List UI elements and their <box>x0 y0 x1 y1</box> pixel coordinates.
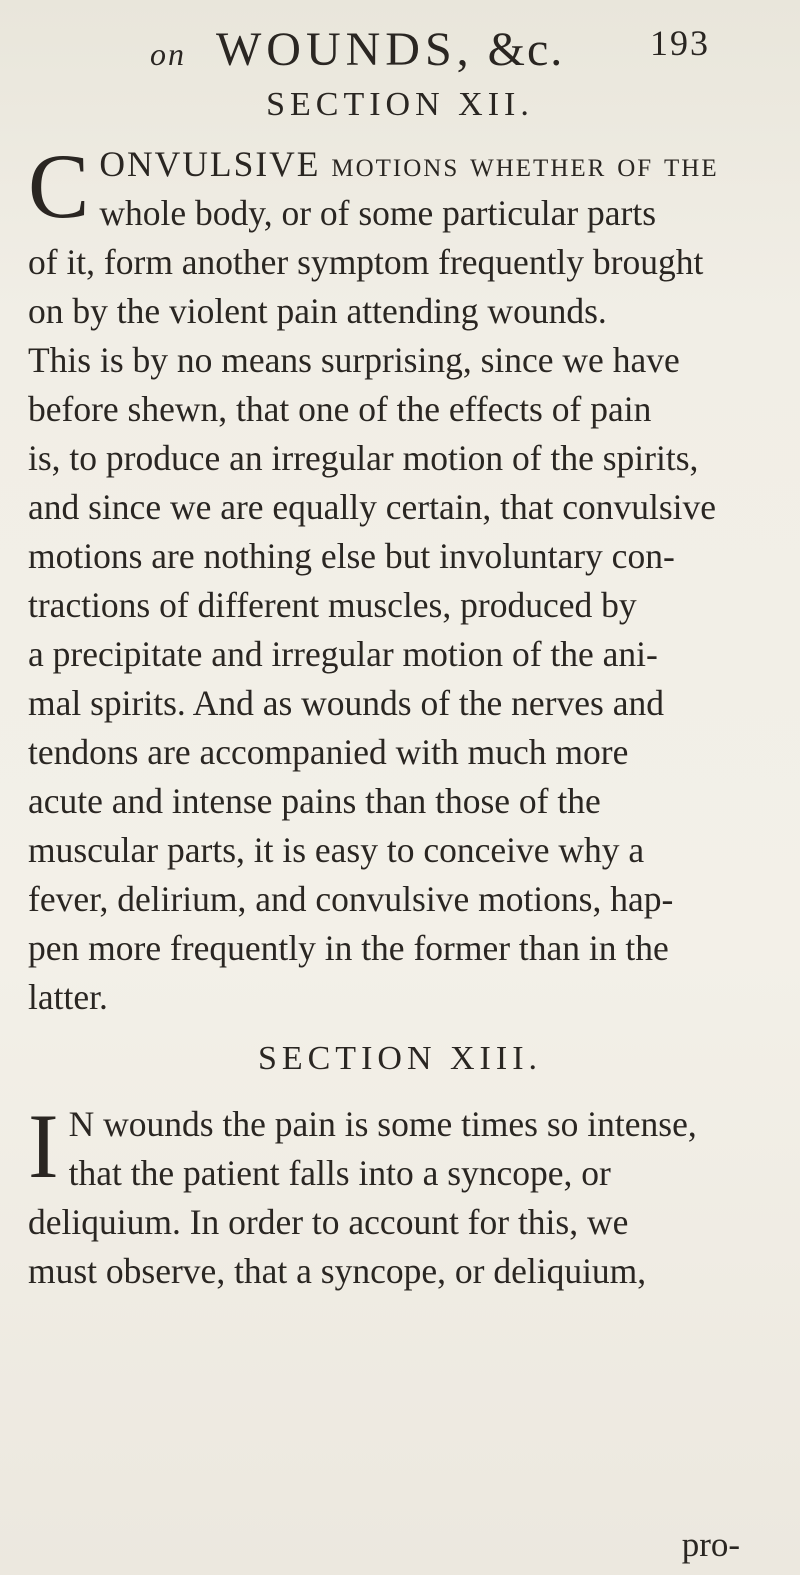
text-line: of it, form another symptom frequently brought <box>28 242 704 282</box>
text-line: before shewn, that one of the effects of pain <box>28 389 652 429</box>
text-line: fever, delirium, and convulsive motions, hap- <box>28 879 674 919</box>
running-header <box>150 22 710 77</box>
text-line: muscular parts, it is easy to conceive why a <box>28 830 645 870</box>
text-line: whole body, or of some particular parts <box>99 193 657 233</box>
header-etc: &c. <box>487 23 565 76</box>
text-line: pen more frequently in the former than in the <box>28 928 669 968</box>
text-line: must observe, that a syncope, or deliquium, <box>28 1251 647 1291</box>
text-line: tractions of different muscles, produced by <box>28 585 637 625</box>
text-line: on by the violent pain attending wounds. <box>28 291 607 331</box>
page-number: 193 <box>650 23 710 63</box>
text-line: motions are nothing else but involuntary con- <box>28 536 675 576</box>
section-heading-xiii: SECTION XIII. <box>257 1040 543 1077</box>
text-line: acute and intense pains than those of the <box>28 781 601 821</box>
header-on: on <box>150 36 186 72</box>
text-line: deliquium. In order to account for this, we <box>28 1202 629 1242</box>
drop-cap-i: I <box>28 1095 59 1197</box>
section-heading-xii: SECTION XII. <box>266 86 534 123</box>
catchword: pro- <box>681 1525 740 1564</box>
text-line: a precipitate and irregular motion of the ani- <box>28 634 658 674</box>
text-line: is, to produce an irregular motion of the spirits, <box>28 438 699 478</box>
section-xii-paragraph <box>28 135 780 1022</box>
text-line: that the patient falls into a syncope, or <box>68 1153 611 1193</box>
text-line: mal spirits. And as wounds of the nerves and <box>28 683 664 723</box>
text-line: tendons are accompanied with much more <box>28 732 629 772</box>
header-title: WOUNDS, <box>216 23 474 76</box>
text-line: This is by no means surprising, since we have <box>28 340 680 380</box>
text-line: latter. <box>28 977 108 1017</box>
section-xiii-paragraph <box>28 1095 780 1296</box>
text-line: N wounds the pain is some times so intense, <box>68 1104 697 1144</box>
text-line: ONVULSIVE motions whether of the <box>99 144 719 184</box>
drop-cap-c: C <box>28 135 90 237</box>
text-line: and since we are equally certain, that convulsive <box>28 487 717 527</box>
